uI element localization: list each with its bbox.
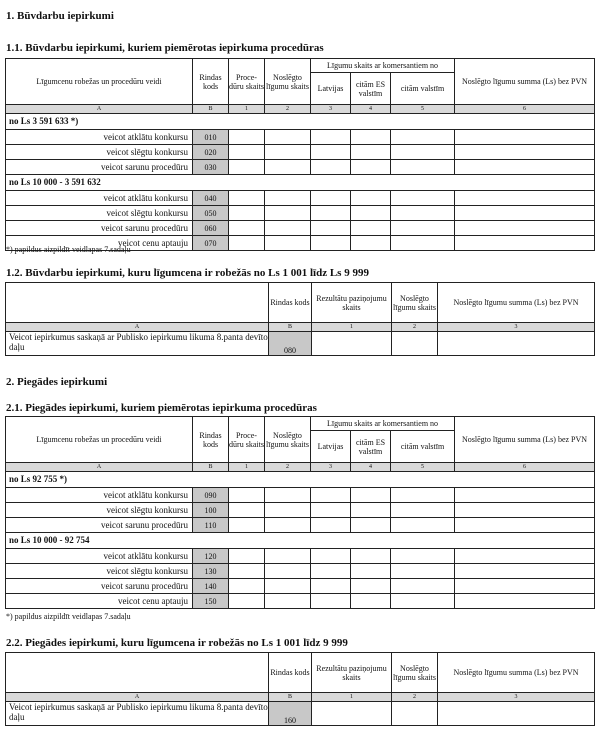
header-rindas-kods: Rindas kods bbox=[269, 283, 312, 323]
input-cell[interactable] bbox=[391, 145, 455, 160]
input-cell[interactable] bbox=[265, 488, 311, 503]
input-cell[interactable] bbox=[229, 160, 265, 175]
row-label: veicot slēgtu konkursu bbox=[6, 145, 193, 160]
header-es-valstim: citām ES valstīm bbox=[351, 431, 391, 463]
letter-cell: 2 bbox=[265, 105, 311, 114]
letter-cell: B bbox=[269, 323, 312, 332]
letter-cell: B bbox=[193, 105, 229, 114]
header-ligumu-skaits-group: Līgumu skaits ar komersantiem no bbox=[311, 417, 455, 431]
letter-cell: A bbox=[6, 105, 193, 114]
input-cell[interactable] bbox=[351, 594, 391, 609]
input-cell[interactable] bbox=[455, 518, 595, 533]
row-code: 120 bbox=[193, 549, 229, 564]
row-code: 050 bbox=[193, 206, 229, 221]
input-cell[interactable] bbox=[265, 549, 311, 564]
table-1-2 bbox=[5, 282, 595, 356]
input-cell[interactable] bbox=[351, 549, 391, 564]
section-row: no Ls 10 000 - 92 754 bbox=[6, 533, 595, 549]
input-cell[interactable] bbox=[265, 221, 311, 236]
row-code: 100 bbox=[193, 503, 229, 518]
header-ligumu-skaits-group: Līgumu skaits ar komersantiem no bbox=[311, 59, 455, 73]
table-1-2-title: 1.2. Būvdarbu iepirkumi, kuru līgumcena ir robežās no Ls 1 001 līdz Ls 9 999 bbox=[6, 267, 369, 279]
row-label: veicot slēgtu konkursu bbox=[6, 503, 193, 518]
row-code: 080 bbox=[269, 332, 312, 356]
footnote: *) papildus aizpildīt veidlapas 7.sadaļu bbox=[6, 245, 131, 254]
header-citam-valstim: citām valstīm bbox=[391, 73, 455, 105]
header-proceduru-skaits: Proce-dūru skaits bbox=[229, 417, 265, 463]
input-cell[interactable] bbox=[351, 503, 391, 518]
input-cell[interactable] bbox=[351, 145, 391, 160]
input-cell[interactable] bbox=[229, 206, 265, 221]
letter-cell: 4 bbox=[351, 105, 391, 114]
table-2-2-title: 2.2. Piegādes iepirkumi, kuru līgumcena ir robežās no Ls 1 001 līdz 9 999 bbox=[6, 637, 348, 649]
table-2-1-title: 2.1. Piegādes iepirkumi, kuriem piemērotas iepirkuma procedūras bbox=[6, 402, 317, 414]
header-empty bbox=[6, 653, 269, 693]
letter-cell: 1 bbox=[229, 463, 265, 472]
letter-cell: 6 bbox=[455, 105, 595, 114]
row-code: 020 bbox=[193, 145, 229, 160]
input-cell[interactable] bbox=[351, 206, 391, 221]
header-es-valstim: citām ES valstīm bbox=[351, 73, 391, 105]
input-cell[interactable] bbox=[351, 160, 391, 175]
input-cell[interactable] bbox=[229, 130, 265, 145]
row-code: 160 bbox=[269, 702, 312, 726]
row-label: veicot cenu aptauju bbox=[6, 594, 193, 609]
input-cell[interactable] bbox=[455, 160, 595, 175]
input-cell[interactable] bbox=[229, 503, 265, 518]
input-cell[interactable] bbox=[311, 236, 351, 251]
input-cell[interactable] bbox=[265, 503, 311, 518]
letter-cell: 2 bbox=[265, 463, 311, 472]
header-latvijas: Latvijas bbox=[311, 431, 351, 463]
input-cell[interactable] bbox=[391, 594, 455, 609]
header-rindas-kods: Rindas kods bbox=[193, 417, 229, 463]
row-label: veicot slēgtu konkursu bbox=[6, 564, 193, 579]
input-cell[interactable] bbox=[455, 503, 595, 518]
letter-cell: 1 bbox=[229, 105, 265, 114]
letter-cell: 4 bbox=[351, 463, 391, 472]
input-cell[interactable] bbox=[438, 702, 595, 726]
header-latvijas: Latvijas bbox=[311, 73, 351, 105]
header-noslegto-ligumu-skaits: Noslēgto līgumu skaits bbox=[265, 417, 311, 463]
input-cell[interactable] bbox=[455, 549, 595, 564]
input-cell[interactable] bbox=[265, 594, 311, 609]
input-cell[interactable] bbox=[265, 564, 311, 579]
input-cell[interactable] bbox=[455, 594, 595, 609]
input-cell[interactable] bbox=[351, 488, 391, 503]
header-summa: Noslēgto līgumu summa (Ls) bez PVN bbox=[438, 653, 595, 693]
table-2-2 bbox=[5, 652, 595, 726]
input-cell[interactable] bbox=[311, 594, 351, 609]
input-cell[interactable] bbox=[265, 145, 311, 160]
input-cell[interactable] bbox=[351, 564, 391, 579]
header-col-a: Līgumcenu robežas un procedūru veidi bbox=[6, 417, 193, 463]
row-label: veicot sarunu procedūru bbox=[6, 221, 193, 236]
input-cell[interactable] bbox=[311, 160, 351, 175]
row-label: veicot cenu aptauju bbox=[6, 236, 193, 251]
letter-cell: B bbox=[269, 693, 312, 702]
input-cell[interactable] bbox=[351, 221, 391, 236]
input-cell[interactable] bbox=[455, 206, 595, 221]
letter-cell: 5 bbox=[391, 463, 455, 472]
input-cell[interactable] bbox=[455, 488, 595, 503]
input-cell[interactable] bbox=[265, 130, 311, 145]
input-cell[interactable] bbox=[229, 549, 265, 564]
input-cell[interactable] bbox=[311, 221, 351, 236]
input-cell[interactable] bbox=[265, 191, 311, 206]
header-noslegto-ligumu-skaits: Noslēgto līgumu skaits bbox=[392, 653, 438, 693]
input-cell[interactable] bbox=[312, 702, 392, 726]
input-cell[interactable] bbox=[311, 564, 351, 579]
header-proceduru-skaits: Proce-dūru skaits bbox=[229, 59, 265, 105]
header-rindas-kods: Rindas kods bbox=[269, 653, 312, 693]
row-label: veicot sarunu procedūru bbox=[6, 518, 193, 533]
table-2-1 bbox=[5, 416, 595, 609]
header-citam-valstim: citām valstīm bbox=[391, 431, 455, 463]
row-label: veicot atklātu konkursu bbox=[6, 488, 193, 503]
input-cell[interactable] bbox=[455, 191, 595, 206]
section-row: no Ls 10 000 - 3 591 632 bbox=[6, 175, 595, 191]
header-noslegto-ligumu-skaits: Noslēgto līgumu skaits bbox=[392, 283, 438, 323]
input-cell[interactable] bbox=[391, 549, 455, 564]
section-row: no Ls 92 755 *) bbox=[6, 472, 595, 488]
input-cell[interactable] bbox=[311, 549, 351, 564]
letter-cell: B bbox=[193, 463, 229, 472]
section-2-title: 2. Piegādes iepirkumi bbox=[6, 376, 108, 388]
header-empty bbox=[6, 283, 269, 323]
row-label: veicot atklātu konkursu bbox=[6, 549, 193, 564]
input-cell[interactable] bbox=[265, 160, 311, 175]
input-cell[interactable] bbox=[311, 488, 351, 503]
row-code: 030 bbox=[193, 160, 229, 175]
input-cell[interactable] bbox=[392, 702, 438, 726]
header-noslegto-ligumu-skaits: Noslēgto līgumu skaits bbox=[265, 59, 311, 105]
input-cell[interactable] bbox=[265, 579, 311, 594]
input-cell[interactable] bbox=[391, 221, 455, 236]
input-cell[interactable] bbox=[351, 130, 391, 145]
letter-cell: 1 bbox=[312, 323, 392, 332]
input-cell[interactable] bbox=[351, 236, 391, 251]
input-cell[interactable] bbox=[229, 221, 265, 236]
header-rindas-kods: Rindas kods bbox=[193, 59, 229, 105]
letter-cell: 3 bbox=[438, 693, 595, 702]
input-cell[interactable] bbox=[229, 518, 265, 533]
input-cell[interactable] bbox=[311, 503, 351, 518]
row-label: veicot sarunu procedūru bbox=[6, 160, 193, 175]
input-cell[interactable] bbox=[265, 236, 311, 251]
header-summa: Noslēgto līgumu summa (Ls) bez PVN bbox=[455, 417, 595, 463]
row-label: veicot atklātu konkursu bbox=[6, 191, 193, 206]
row-label: Veicot iepirkumus saskaņā ar Publisko iepirkumu likuma 8.panta devīto daļu bbox=[6, 702, 269, 726]
row-code: 140 bbox=[193, 579, 229, 594]
header-summa: Noslēgto līgumu summa (Ls) bez PVN bbox=[455, 59, 595, 105]
input-cell[interactable] bbox=[312, 332, 392, 356]
letter-cell: 6 bbox=[455, 463, 595, 472]
input-cell[interactable] bbox=[229, 236, 265, 251]
input-cell[interactable] bbox=[229, 564, 265, 579]
letter-cell: 3 bbox=[311, 463, 351, 472]
input-cell[interactable] bbox=[351, 518, 391, 533]
input-cell[interactable] bbox=[391, 579, 455, 594]
input-cell[interactable] bbox=[229, 594, 265, 609]
input-cell[interactable] bbox=[229, 191, 265, 206]
letter-cell: 2 bbox=[392, 693, 438, 702]
input-cell[interactable] bbox=[229, 579, 265, 594]
input-cell[interactable] bbox=[455, 564, 595, 579]
input-cell[interactable] bbox=[391, 564, 455, 579]
input-cell[interactable] bbox=[229, 488, 265, 503]
input-cell[interactable] bbox=[351, 579, 391, 594]
input-cell[interactable] bbox=[311, 579, 351, 594]
input-cell[interactable] bbox=[311, 191, 351, 206]
row-code: 060 bbox=[193, 221, 229, 236]
input-cell[interactable] bbox=[391, 191, 455, 206]
section-row: no Ls 3 591 633 *) bbox=[6, 114, 595, 130]
row-code: 040 bbox=[193, 191, 229, 206]
input-cell[interactable] bbox=[311, 518, 351, 533]
row-code: 070 bbox=[193, 236, 229, 251]
input-cell[interactable] bbox=[392, 332, 438, 356]
section-1-title: 1. Būvdarbu iepirkumi bbox=[6, 10, 114, 22]
input-cell[interactable] bbox=[391, 488, 455, 503]
input-cell[interactable] bbox=[265, 518, 311, 533]
input-cell[interactable] bbox=[438, 332, 595, 356]
row-code: 130 bbox=[193, 564, 229, 579]
header-rezultatu-skaits: Rezultātu paziņojumu skaits bbox=[312, 653, 392, 693]
letter-cell: 1 bbox=[312, 693, 392, 702]
input-cell[interactable] bbox=[311, 145, 351, 160]
row-code: 150 bbox=[193, 594, 229, 609]
letter-cell: A bbox=[6, 323, 269, 332]
letter-cell: A bbox=[6, 693, 269, 702]
letter-cell: 3 bbox=[311, 105, 351, 114]
input-cell[interactable] bbox=[229, 145, 265, 160]
input-cell[interactable] bbox=[391, 236, 455, 251]
input-cell[interactable] bbox=[455, 145, 595, 160]
letter-cell: 5 bbox=[391, 105, 455, 114]
header-col-a: Līgumcenu robežas un procedūru veidi bbox=[6, 59, 193, 105]
table-1-1-title: 1.1. Būvdarbu iepirkumi, kuriem piemērotas iepirkuma procedūras bbox=[6, 42, 324, 54]
input-cell[interactable] bbox=[391, 518, 455, 533]
input-cell[interactable] bbox=[311, 130, 351, 145]
row-label: veicot sarunu procedūru bbox=[6, 579, 193, 594]
row-label: veicot atklātu konkursu bbox=[6, 130, 193, 145]
letter-cell: 3 bbox=[438, 323, 595, 332]
input-cell[interactable] bbox=[455, 221, 595, 236]
footnote: *) papildus aizpildīt veidlapas 7.sadaļu bbox=[6, 612, 131, 621]
input-cell[interactable] bbox=[391, 130, 455, 145]
row-code: 110 bbox=[193, 518, 229, 533]
input-cell[interactable] bbox=[455, 579, 595, 594]
input-cell[interactable] bbox=[351, 191, 391, 206]
row-code: 090 bbox=[193, 488, 229, 503]
table-1-1 bbox=[5, 58, 595, 251]
header-rezultatu-skaits: Rezultātu paziņojumu skaits bbox=[312, 283, 392, 323]
row-label: Veicot iepirkumus saskaņā ar Publisko iepirkumu likuma 8.panta devīto daļu bbox=[6, 332, 269, 356]
input-cell[interactable] bbox=[265, 206, 311, 221]
letter-cell: A bbox=[6, 463, 193, 472]
input-cell[interactable] bbox=[455, 130, 595, 145]
row-code: 010 bbox=[193, 130, 229, 145]
letter-cell: 2 bbox=[392, 323, 438, 332]
input-cell[interactable] bbox=[311, 206, 351, 221]
input-cell[interactable] bbox=[391, 206, 455, 221]
input-cell[interactable] bbox=[391, 160, 455, 175]
row-label: veicot slēgtu konkursu bbox=[6, 206, 193, 221]
header-summa: Noslēgto līgumu summa (Ls) bez PVN bbox=[438, 283, 595, 323]
input-cell[interactable] bbox=[455, 236, 595, 251]
input-cell[interactable] bbox=[391, 503, 455, 518]
